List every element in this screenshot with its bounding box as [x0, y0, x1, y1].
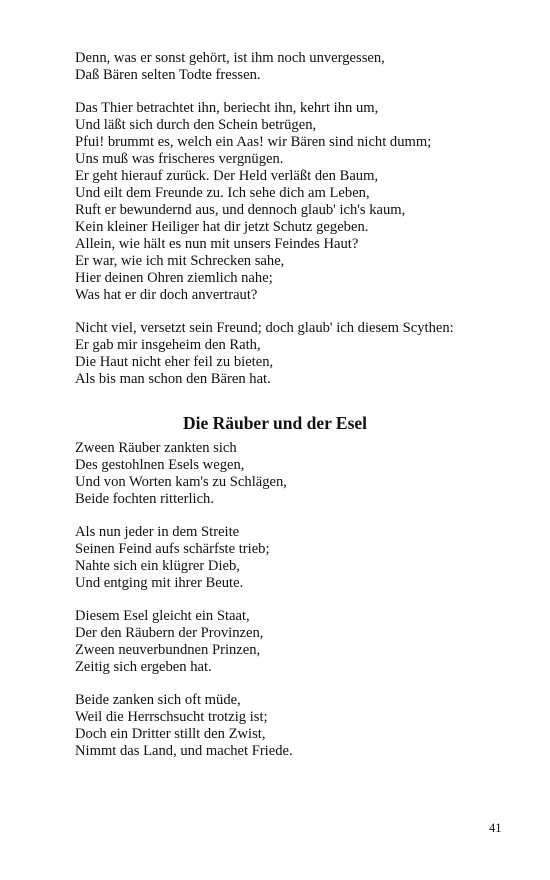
stanza [75, 50, 515, 84]
verse-line: Was hat er dir doch anvertraut? [75, 287, 258, 303]
verse-line: Pfui! brummt es, welch ein Aas! wir Bären sind nicht dumm; [75, 134, 432, 150]
verse-line: Und entging mit ihrer Beute. [75, 575, 244, 591]
verse-line: Und eilt dem Freunde zu. Ich sehe dich am Leben, [75, 185, 370, 201]
verse-line: Er geht hierauf zurück. Der Held verläßt den Baum, [75, 168, 379, 184]
verse-line: Und von Worten kam's zu Schlägen, [75, 474, 287, 490]
verse-line: Zween Räuber zankten sich [75, 440, 237, 456]
verse-line: Diesem Esel gleicht ein Staat, [75, 608, 250, 624]
verse-line: Das Thier betrachtet ihn, beriecht ihn, kehrt ihn um, [75, 100, 379, 116]
poem [75, 412, 515, 760]
page-number: 41 [489, 821, 502, 835]
stanza [75, 524, 515, 592]
verse-line: Nahte sich ein klügrer Dieb, [75, 558, 240, 574]
verse-line: Zeitig sich ergeben hat. [75, 659, 212, 675]
stanza [75, 692, 515, 760]
verse-line: Der den Räubern der Provinzen, [75, 625, 264, 641]
verse-line: Seinen Feind aufs schärfste trieb; [75, 541, 270, 557]
verse-line: Nicht viel, versetzt sein Freund; doch glaub' ich diesem Scythen: [75, 320, 454, 336]
verse-line: Doch ein Dritter stillt den Zwist, [75, 726, 266, 742]
verse-line: Die Haut nicht eher feil zu bieten, [75, 354, 274, 370]
verse-line: Als nun jeder in dem Streite [75, 524, 240, 540]
verse-line: Und läßt sich durch den Schein betrügen, [75, 117, 317, 133]
verse-line: Als bis man schon den Bären hat. [75, 371, 271, 387]
stanza [75, 100, 515, 304]
verse-line: Allein, wie hält es nun mit unsers Feindes Haut? [75, 236, 359, 252]
verse-line: Uns muß was frischeres vergnügen. [75, 151, 284, 167]
verse-line: Kein kleiner Heiliger hat dir jetzt Schutz gegeben. [75, 219, 369, 235]
page-content [75, 50, 515, 776]
poem-title: Die Räuber und der Esel [182, 413, 368, 433]
verse-line: Nimmt das Land, und machet Friede. [75, 743, 293, 759]
verse-line: Ruft er bewundernd aus, und dennoch glaub' ich's kaum, [75, 202, 406, 218]
verse-line: Daß Bären selten Todte fressen. [75, 67, 261, 83]
verse-line: Beide fochten ritterlich. [75, 491, 214, 507]
verse-line: Des gestohlnen Esels wegen, [75, 457, 245, 473]
verse-line: Er gab mir insgeheim den Rath, [75, 337, 261, 353]
stanza [75, 440, 515, 508]
stanza [75, 608, 515, 676]
poem-continuation [75, 50, 515, 388]
verse-line: Beide zanken sich oft müde, [75, 692, 241, 708]
verse-line: Er war, wie ich mit Schrecken sahe, [75, 253, 285, 269]
stanza [75, 320, 515, 388]
verse-line: Denn, was er sonst gehört, ist ihm noch unvergessen, [75, 50, 385, 66]
verse-line: Hier deinen Ohren ziemlich nahe; [75, 270, 273, 286]
verse-line: Weil die Herrschsucht trotzig ist; [75, 709, 268, 725]
verse-line: Zween neuverbundnen Prinzen, [75, 642, 261, 658]
